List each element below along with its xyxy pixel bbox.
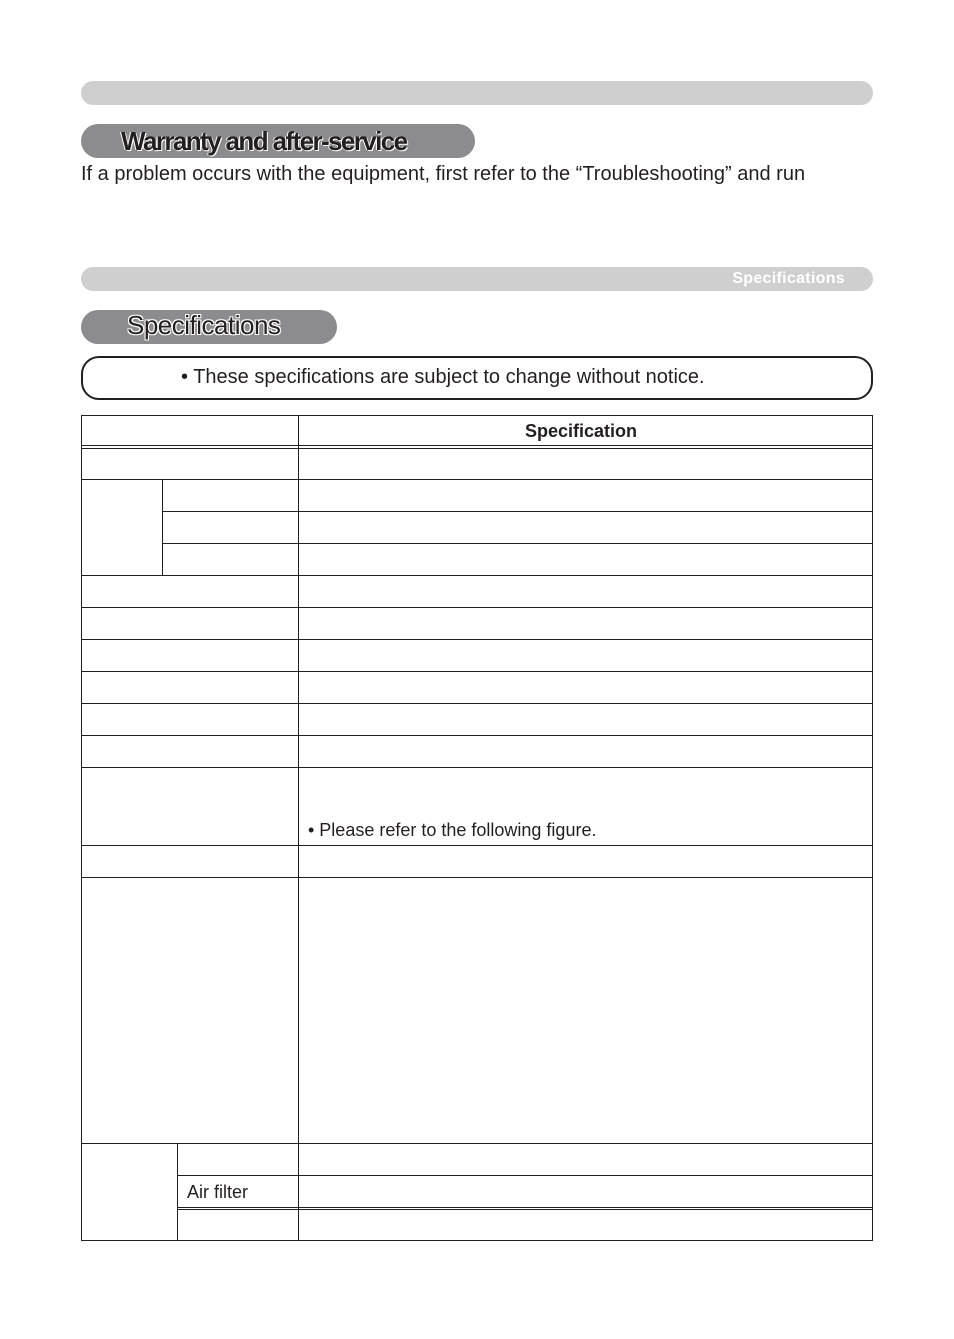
table-row-line — [81, 1143, 299, 1144]
table-row-line — [81, 575, 873, 576]
top-section-bar — [81, 81, 873, 105]
table-row-line — [81, 448, 873, 449]
table-row-line — [177, 1175, 873, 1176]
table-row-line — [81, 445, 873, 446]
table-row-line — [162, 511, 873, 512]
warranty-title: Warranty and after-service — [121, 126, 407, 156]
spec-table — [81, 415, 873, 1241]
table-row-line — [81, 479, 873, 480]
table-column-divider — [298, 415, 299, 1241]
table-subcolumn-divider — [177, 1143, 178, 1241]
spec-title: Specifications — [127, 310, 281, 340]
notice-text: • These specifications are subject to change without notice. — [181, 366, 705, 388]
table-header-specification: Specification — [525, 421, 638, 441]
table-row-line — [81, 607, 873, 608]
spec-section-label: Specifications — [732, 270, 845, 287]
spec-section-bar — [81, 267, 873, 291]
figure-note: • Please refer to the following figure. — [308, 820, 597, 840]
table-border-right — [872, 415, 873, 1241]
table-border-top — [81, 415, 873, 416]
table-border-left — [81, 415, 82, 1241]
notice-box — [81, 356, 873, 400]
air-filter-label: Air filter — [187, 1182, 249, 1202]
table-row-line — [81, 877, 873, 878]
warranty-section-tab — [81, 124, 475, 158]
table-row-line — [177, 1207, 873, 1208]
warranty-paragraph: If a problem occurs with the equipment, first refer to the “Troubleshooting” and run — [81, 163, 806, 185]
table-row-line — [177, 1209, 873, 1210]
table-subcolumn-divider — [162, 479, 163, 575]
table-row-line — [81, 767, 873, 768]
spec-section-tab — [81, 310, 337, 344]
table-row-line — [81, 845, 873, 846]
table-border-bottom — [81, 1240, 873, 1241]
table-row-line — [81, 671, 873, 672]
table-row-line — [162, 543, 873, 544]
table-row-line — [81, 703, 873, 704]
table-row-line — [81, 735, 873, 736]
table-row-line — [81, 639, 873, 640]
